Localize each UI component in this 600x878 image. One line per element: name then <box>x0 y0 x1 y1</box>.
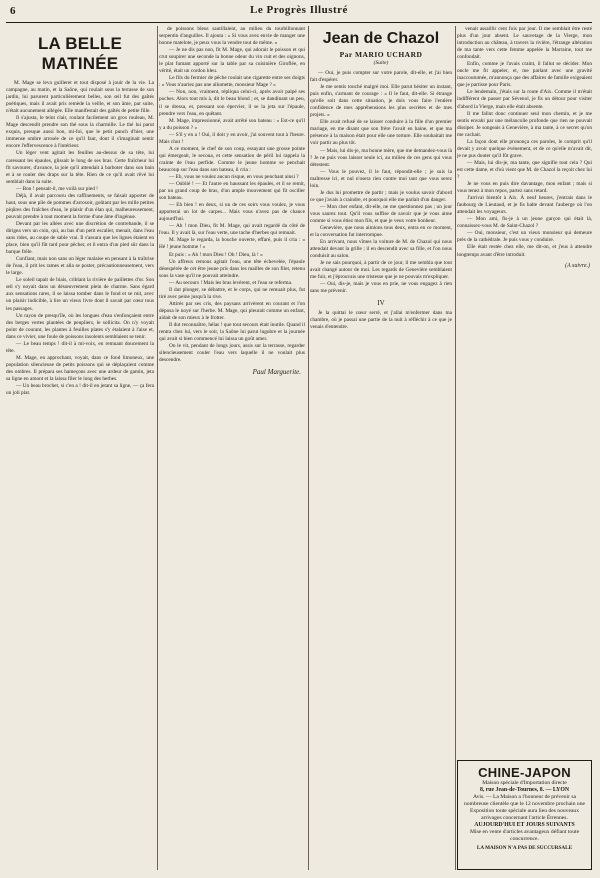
column-rule <box>308 26 309 870</box>
paragraph: de poissons bleus sautillaient, au milieu du tourbillonnant serpentin d'anguilles. Il ajouta : « Si vous avez envie de manger une bonne matelote, je peux vous la vendre tout de même. » <box>159 26 305 47</box>
paragraph: Je ne vous en puis dire davantage, mon enfant ; mais si vous tenez à mon repos, partez sans retard. <box>457 181 592 195</box>
paragraph: Un léger vent agitait les feuilles au-dessus de sa tête, lui caressant les épaules, glissait le long de ses bras. Cette fraîcheur lui fit savourer, d'avance, la joie qu'il attendait à barboter dans son bain et à se rouler des draps sur la tête. Rien de ce qu'il avait rêvé lui semblait dans la suite. <box>6 150 154 185</box>
paragraph: Un affreux remous agitait l'eau, une tête échevelée, l'épaule désespérée de cet être jeune pris dans les mailles de son filet, retenu sous la vase qu'il ne pouvait atteindre. <box>159 258 305 279</box>
paragraph: — Eh, vous ne voulez aucun risque, en vous penchant ainsi ? <box>169 173 299 180</box>
paragraph: — Non, non, vraiment, répliqua celui-ci, après avoir palpé ses poches. Alors tout mis à, dit le beau blond ; et, se dandinant un peu, il se dressa, et, pressant son épervier, il se la jeta sur l'épaule, prendre vers l'eau, en quêtant. <box>159 89 305 117</box>
paragraph: Il me fallut donc continuer seul mon chemin, et je me sentis envahi par une mélancolie profonde que rien ne pouvait dissiper. Je songeais à Genevière, à ma tante, à ce secret qu'on me cachait. <box>457 110 592 138</box>
paragraph: — Mais, lui dis-je, ma tante, que signifie tout cela ? Qui est cette dame, et d'où vient que M. de Chazol la reçoit chez lui ? <box>457 159 592 180</box>
paragraph: Le lendemain, j'étais sur la route d'Aix. Comme il m'était indifférent de passer par Sévenol, je fis un détour pour visiter d'abord la Vierge, mais elle était absente. <box>457 89 592 110</box>
newspaper-page <box>6 0 592 878</box>
paragraph: M. Mage, impressionné, avait arrêté son bateau : « Est-ce qu'il y a du poisson ? » <box>159 117 305 131</box>
continuation-note: (A suivre.) <box>565 262 590 269</box>
ad-notice: Avis. — La Maison a l'honneur de prévenir sa nombreuse clientèle que le 12 novembre prochain une Exposition toute spéciale aura lieu des nouveaux arrivages concernant l'article Étrennes. <box>464 794 585 821</box>
paragraph: Un rayon de presqu'île, où les longues d'eau s'enfonçaient entre des berges vertes plantées de peupliers, le sollicita. On n'y voyait point de courant, les plantes à feuilles plates s'y étalaient à l'aise et, dans ce vivier, une foule de poissons insolents semblaient se tenir. <box>6 312 154 340</box>
paragraph: Enfin, comme je l'avais craint, il fallut se décider. Mon oncle me fit appeler, et, me parlant avec une gravité inaccoutumée, m'annonça que des affaires de famille exigeaient que je partisse pour Paris. <box>457 61 592 89</box>
paragraph: — Oui, je puis compter sur votre parole, dit-elle, et j'ai bien fait d'espérer. <box>310 70 452 84</box>
paragraph: — Le beau temps ! dit-il à mi-voix, en remuant doucement la tête. <box>6 340 154 354</box>
paragraph: Je me sentis touché malgré moi. Elle parut hésiter un instant, puis enfin, s'armant de courage : « Il le faut, dit-elle. Si étrange qu'elle soit dans cette situation, je dois vous faire l'entière confidence de mes appréhensions les plus secrètes et de mes projets. » <box>310 84 452 119</box>
paragraph: — Vous le pouvez, il le faut, répondit-elle ; je suis la maîtresse ici, et nul n'osera rien contre moi tant que vous serez loin. <box>310 168 452 189</box>
paragraph: M. Mage, en approchant, voyait, dans ce fond limoneux, une population silencieuse de petits poissons qui se déplaçaient comme des ombres. Il prépara ses hameçons avec une ardeur de gamin, jeta sa ligne en amont et la laissa filer le long des herbes. <box>6 354 154 382</box>
column-4-text <box>457 26 592 758</box>
column-3 <box>310 26 452 870</box>
paragraph: — Ah ! mon Dieu, fit M. Mage, qui avait regardé du côté de l'eau. Il y avait là, sur l'eau verte, une tache d'herbes qui remuait. <box>159 223 305 237</box>
ad-line: Maison spéciale d'Importation directe <box>482 780 567 786</box>
paragraph: — Mais, lui dis-je, ma bonne mère, que me demandez-vous là ? Je ne puis vous laisser seule ici, au milieu de ces gens qui vous détestent. <box>310 147 452 168</box>
paragraph: Je dus lui promettre de partir ; mais je voulus savoir d'abord ce que j'avais à craindre, et pourquoi elle me parlait d'un danger. <box>310 189 452 203</box>
paragraph: M. Mage le regarda, la bouche ouverte, effaré, puis il cria : « Hé ! jeune homme ! » <box>159 237 305 251</box>
paragraph: Elle avait refusé de se laisser conduire à la fille d'un premier mariage, en me disant que son frère l'avait en haine, et que ma présence à la maison était pour elle une torture. Elle souhaitait me voir partir au plus tôt. <box>310 119 452 147</box>
paragraph: — S'il y en a ! Oui, il doit y en avoir, j'ai souvent tout à l'heure. Mais chut ! <box>159 131 305 145</box>
paragraph: Devant par les allées avec une discrétion de contrebande, il se dirigea vers un coin, qui, au bas d'un petit escalier, menait, dans l'eau sans rides, au coupe de sable vrai. Il s'assura que les lignes étaient en place, bien qu'il fût tard pour pêcher, et il entra d'un pied sûr dans la barque frêle. <box>6 220 154 256</box>
paragraph: — Eh bien ! en deux, si un de ces soirs vous voulez, je vous apporterai un lot de carpes... Mais vous n'avez pas de chance aujourd'hui. <box>159 202 305 223</box>
column-rule <box>455 26 456 870</box>
chapter-number: IV <box>377 298 385 307</box>
paragraph: Il s'ajusta, le teint clair, roulant facilement un gros rouleau, M. Mage descendit prendre son thé sous la charmille. Le thé lui parut exquis, presque aussi bon, mi-foi, que le petit punch d'hier, une immense ombre arrosée de ce qu'il faut, dont il s'imaginait sentir encore l'effervescence à l'intérieur. <box>6 115 154 150</box>
paragraph: Elle était restée chez elle, me dit-on, et j'eus à attendre longtemps avant d'être introduit. <box>457 244 592 258</box>
paragraph: — Oui, monsieur, c'est un vieux monsieur qui demeure près de la cathédrale. Je puis vous y conduire. <box>457 230 592 244</box>
story-title-belle-matinee: LA BELLE MATINÉE <box>37 34 123 73</box>
ad-address: 8, rue Jean-de-Tournes, 8. — LYON <box>479 787 570 793</box>
paragraph: A ce moment, le chef de son coup, essayant une grosse pointe qui émergeait, le secoua, et cette sensation de péril lui rappela la crainte de l'eau perfide. Comme le jeune homme se penchait beaucoup sur l'eau dans son bateau, il cria : <box>159 145 305 173</box>
paragraph: La façon dont elle prononça ces paroles, le comprit qu'il devait y avoir quelque événement, et de ce qu'elle m'avait dit, je ne pus douter qu'il fût grave. <box>457 138 592 159</box>
story-subnote: (Suite) <box>373 60 389 66</box>
paragraph: — Mon cher enfant, dit-elle, ne me questionnez pas ; un jour vous saurez tout. Qu'il vous suffise de savoir que je vous aime comme si vous étiez mon fils, et que je veux votre bonheur. <box>310 203 452 224</box>
paragraph: Le fils du fermier de pêche roulait une cigarette entre ses doigts : « Vous n'auriez pas une allumette, monsieur Mage ? » <box>159 75 305 89</box>
masthead: Le Progrès Illustré <box>250 4 348 16</box>
paragraph: Le soleil tapait de biais, criblant la rivière de paillettes d'or. Son œil s'y noyait dans un désœuvrement plein de charme. Sans égard aux sensations rares, il se laissa tomber dans le fond et se mit, avec un plaisir indicible, à lire un vieux livre dont il savait par cœur tous les passages. <box>6 277 154 312</box>
paragraph: Je ne sais pourquoi, à partir de ce jour, il me sembla que tout avait changé autour de moi. Les regards de Genevière semblaient me fuir, et j'éprouvais une tristesse que je ne pouvais m'expliquer. <box>310 260 452 281</box>
story-body-belle-matinee <box>6 80 154 397</box>
paragraph: — Oublié ! — Et l'autre en haussant les épaules, et il se remit, par un grand coup de bras, d'un ample mouvement qui fit osciller son bateau. <box>159 181 305 202</box>
paragraph: — Je ne dis pas non, fit M. Mage, qui adorait le poisson et qui crut soupirer une seconde la bonne odeur du vin cuit et des oignons, le plat fumant apporté sur la table par sa cuisinière Giroflée, en vérité, était un cordon bleu. <box>159 47 305 75</box>
advertisement-chine-japon <box>457 760 592 870</box>
paragraph: Je la quittai le cœur serré, et j'allai m'enfermer dans ma chambre, où je passai une partie de la nuit à réfléchir à ce que je venais d'entendre. <box>310 309 452 330</box>
page-header <box>6 4 592 23</box>
column-1 <box>6 26 154 870</box>
column-4 <box>457 26 592 870</box>
author-signature: Paul Marguerite. <box>252 368 301 377</box>
paragraph: — Oui, dis-je, mais je vous en prie, ne vous engagez à rien sans me prévenir. <box>310 281 452 295</box>
paragraph: En arrivant, nous vîmes la voiture de M. de Chazol qui nous attendait devant la grille ; il en descendit avec sa fille, et l'on nous conduisit au salon. <box>310 239 452 260</box>
paragraph: Et puis : « Ah ! mon Dieu ! Oh ! Dieu, là ! » <box>169 251 263 258</box>
paragraph: Il dut reconnaître, hélas ! que tout secours était inutile. Quand il rentra chez lui, vers le soir, la Saône lui parut lugubre et la journée qui avait si bien commencé lui laissa un goût amer. <box>159 321 305 343</box>
ad-footer: LA MAISON N'A PAS DE SUCCURSALE <box>476 845 573 851</box>
paragraph: Déjà, il avait parcouru des raffinements, se faisait apporter de haut, sous une pile de pommes d'arrosoir, goûtant par les mille petites piqûres des fraîches d'eau, le plaisir d'un élan qui, malheureusement, pouvait prendre à tout moment la forme d'une âme d'ingénue. <box>6 192 154 220</box>
ad-line: Mise en vente d'articles avantageux défiant toute concurrence. <box>469 829 580 842</box>
paragraph: Confiant, mais non sans un léger malaise en pensant à la traîtrise de l'eau, il prit les rames et alla se poster, précautionneusement, vers le large. <box>6 256 154 277</box>
column-rule <box>157 26 158 870</box>
paragraph: Genevière, que nous aimions tous deux, entra en ce moment, et la conversation fut interrompue. <box>310 225 452 239</box>
paragraph: J'arrivai bientôt à Aix. À neuf heures, j'entrais dans le faubourg de Lieutaud, et je fis halte devant l'auberge où l'on attendait les voyageurs. <box>457 195 592 216</box>
paragraph: — Mon ami, fis-je à un jeune garçon qui était là, connaissez-vous M. de Saint-Chazol ? <box>457 216 592 230</box>
paragraph: M. Mage se leva guilleret et tout disposé à jouir de la vie. La campagne, au matin, et la Saône, qui roulait sous la terrasse de son jardin, lui parurent particulièrement belles, son œil fut des gaîtés poétiques, mais il avait pris remède la veille, et son âme, par suite, n'était aucunement allégée. Elle manifestait des gaîtés de petite fille. <box>6 80 154 115</box>
ad-title: CHINE-JAPON <box>478 765 571 780</box>
page-number: 6 <box>10 5 16 17</box>
story-byline: Par MARIO UCHARD <box>339 50 423 59</box>
paragraph: Attirés par ses cris, des paysans arrivèrent en courant et l'on déposa le noyé sur l'herbe. M. Mage, qui pleurait comme un enfant, aidait de son mieux à le frotter. <box>159 300 305 321</box>
paragraph: — Un beau brochet, si c'en a ! dit-il en jetant sa ligne, — ça fera un joli plat. <box>6 383 154 397</box>
paragraph: — Au secours ! Mais les bras levèrent, et l'eau se referma. <box>169 279 293 286</box>
paragraph: venait assaillir cent fois par jour. Il me semblait être resté plus d'un jour absent. Le sauvetage de la Vierge, mon introduction au château, à travers la rivière, l'étrange altération de ma tante vers cette femme appelée la Marraine, tout me confondait. <box>457 26 592 61</box>
story-title-jean-de-chazol: Jean de Chazol <box>322 30 440 47</box>
paragraph: Il dut plonger, se débattre, et le corps, qui ne remuait plus, fut tiré avec peine jusqu'à la rive. <box>159 286 305 300</box>
column-2 <box>159 26 305 870</box>
ad-line: AUJOURD'HUI ET JOURS SUIVANTS <box>474 822 575 828</box>
paragraph: — Bon ! pensait-il, me voilà sur pied ! <box>16 185 98 192</box>
paragraph: On le vit, pendant de longs jours, assis sur la terrasse, regarder silencieusement couler l'eau vers laquelle il ne voulait plus descendre. <box>159 343 305 364</box>
